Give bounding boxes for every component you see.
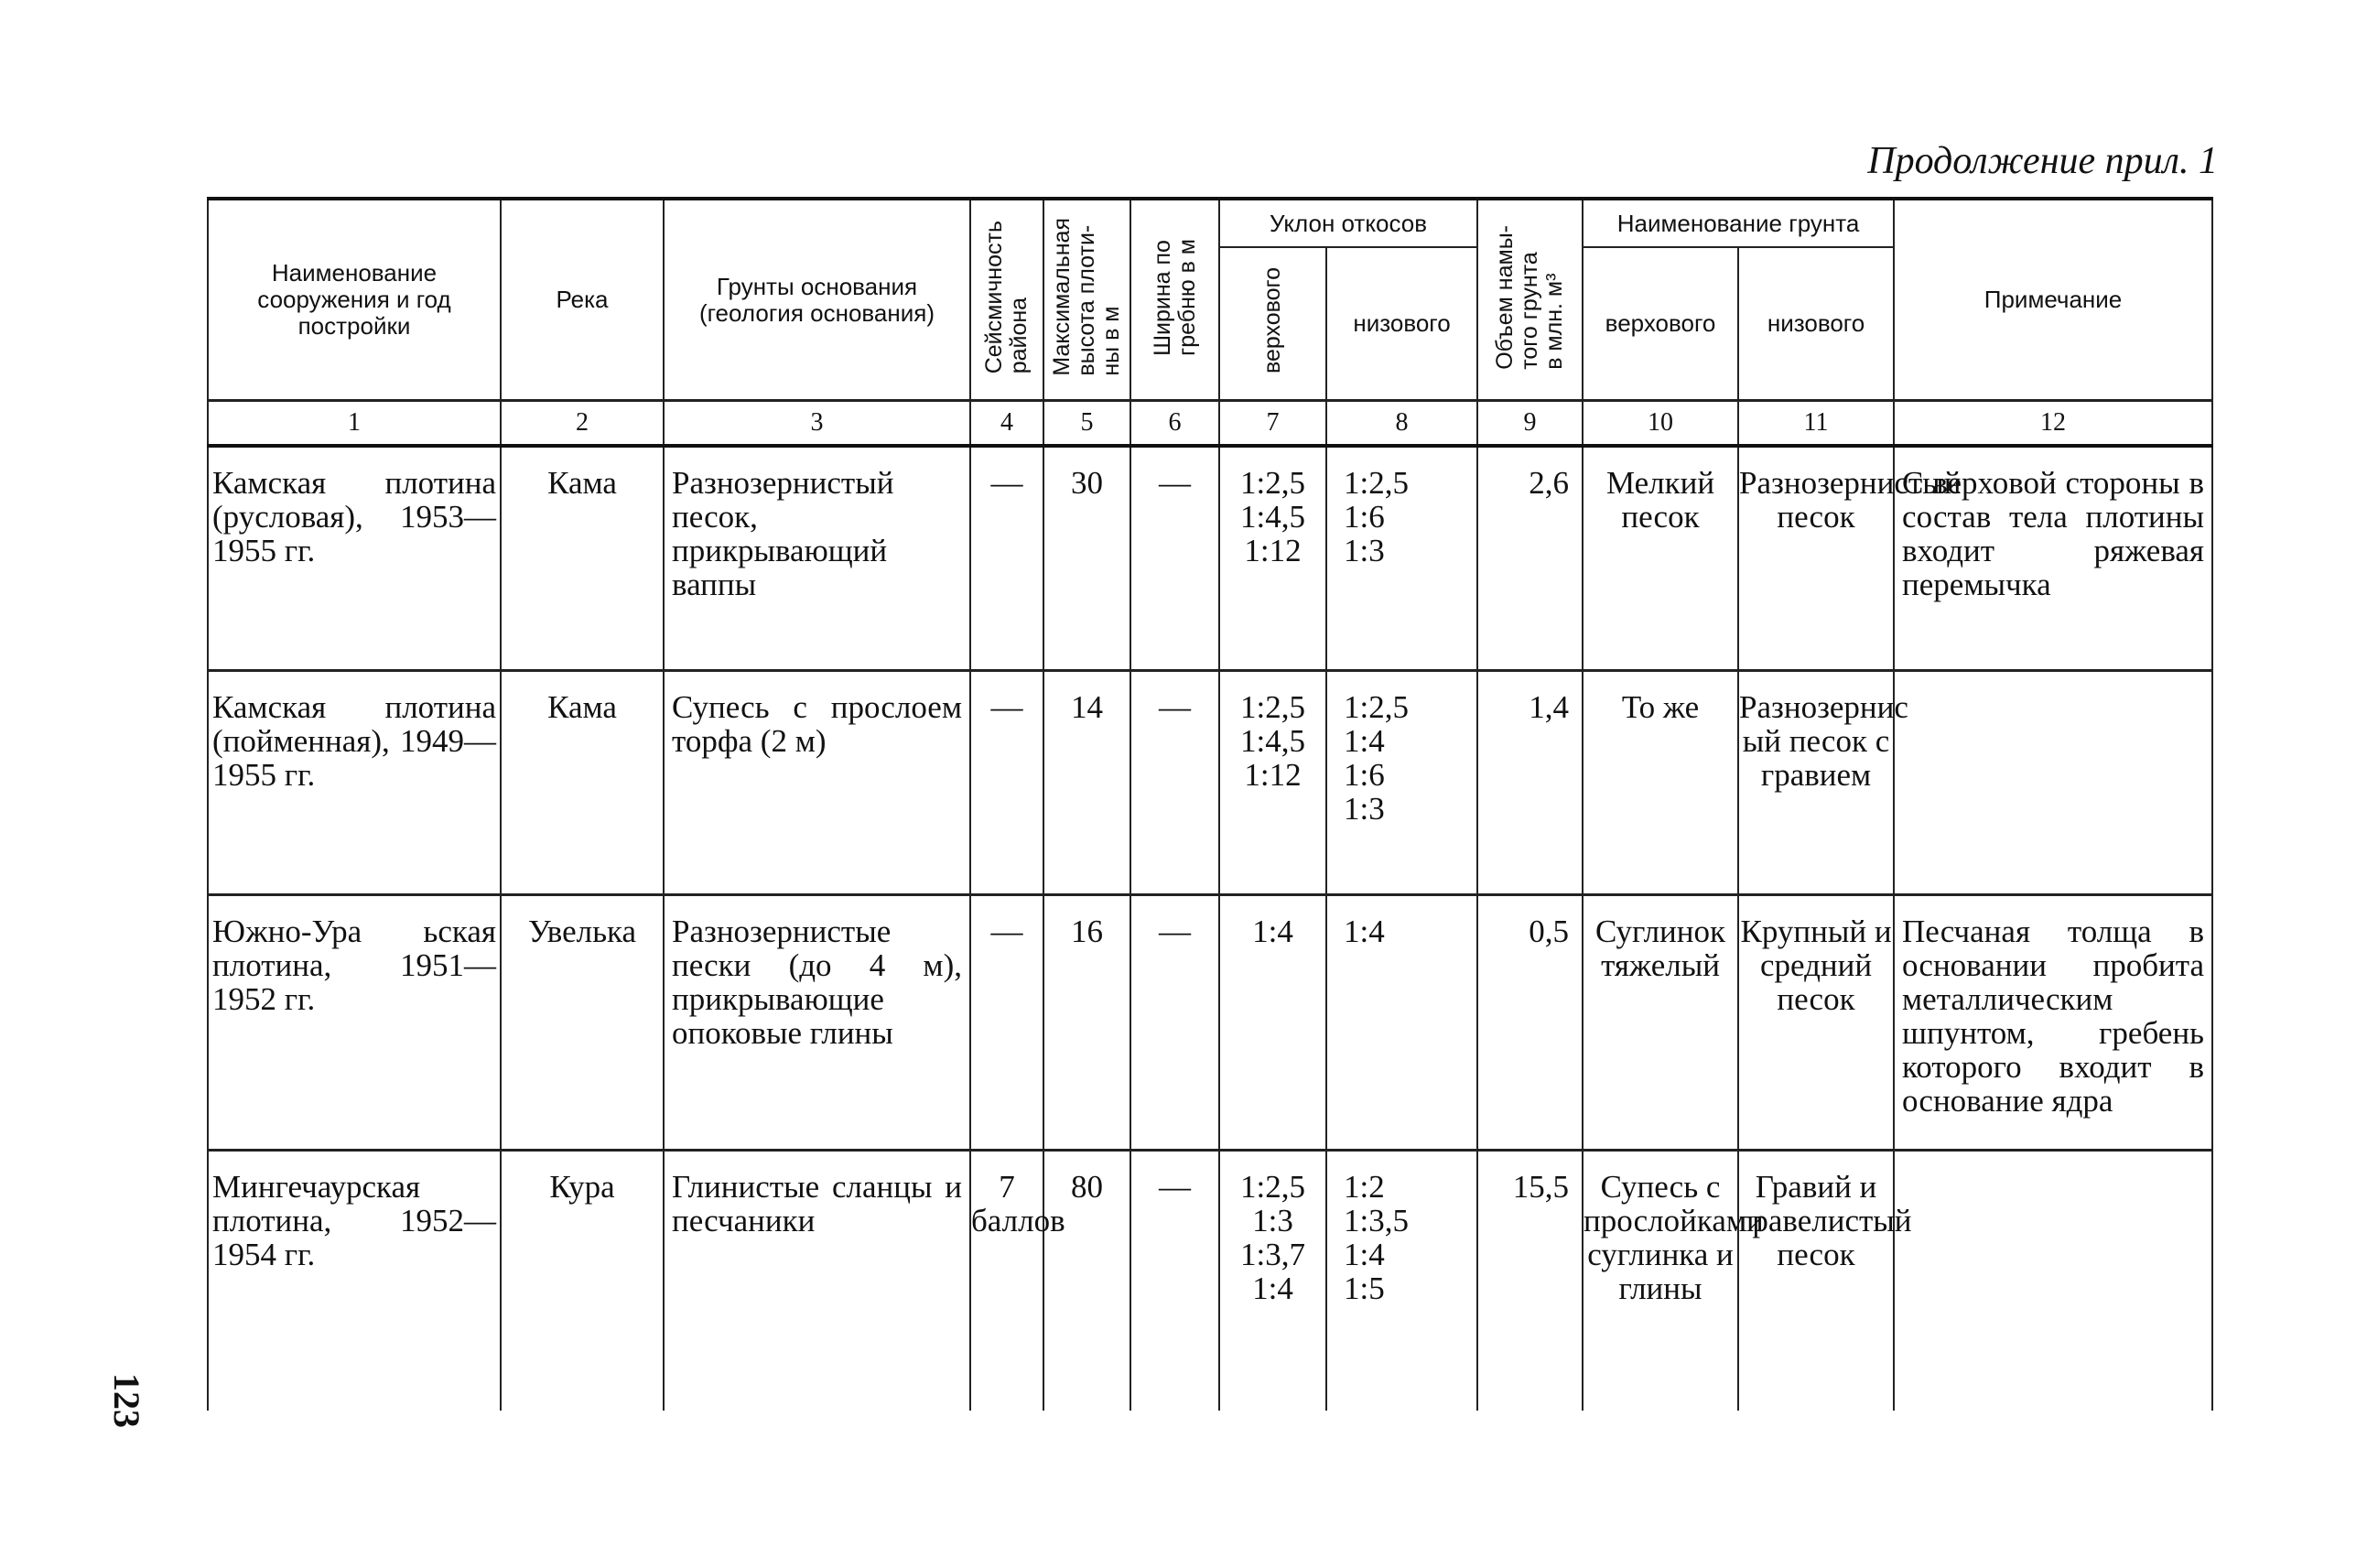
header-slope-group: Уклон откосов [1219, 199, 1477, 247]
header-slope-up: верхового [1219, 247, 1326, 401]
table-row [208, 1151, 2212, 1411]
cell-height: 16 [1043, 895, 1130, 1151]
column-number: 1 [208, 401, 501, 447]
cell-name: Камская плотина (пойменная), 1949—1955 гг. [208, 671, 501, 895]
cell-river: Кама [501, 671, 664, 895]
cell-volume: 0,5 [1477, 895, 1583, 1151]
cell-slope-up: 1:2,5 1:3 1:3,7 1:4 [1219, 1151, 1326, 1411]
header-name: Наименование сооружения и год постройки [208, 199, 501, 401]
cell-note [1894, 671, 2212, 895]
continuation-title: Продолжение прил. 1 [1867, 140, 2218, 182]
cell-soils: Супесь с прослоем торфа (2 м) [664, 671, 970, 895]
table-row [208, 671, 2212, 895]
cell-seismic: — [970, 671, 1043, 895]
cell-width: — [1130, 446, 1219, 671]
cell-soil-down: Крупный и средний песок [1738, 895, 1894, 1151]
cell-slope-down: 1:2 1:3,5 1:4 1:5 [1326, 1151, 1477, 1411]
dams-table [207, 197, 2213, 1411]
cell-soil-up: Мелкий песок [1583, 446, 1738, 671]
header-soils: Грунты основания (геология основания) [664, 199, 970, 401]
cell-volume: 15,5 [1477, 1151, 1583, 1411]
cell-slope-down: 1:2,5 1:4 1:6 1:3 [1326, 671, 1477, 895]
cell-note [1894, 1151, 2212, 1411]
column-number: 2 [501, 401, 664, 447]
cell-note: С верховой стороны в состав тела плотины входит ряжевая перемычка [1894, 446, 2212, 671]
cell-height: 30 [1043, 446, 1130, 671]
cell-seismic: — [970, 446, 1043, 671]
cell-seismic: — [970, 895, 1043, 1151]
column-number: 3 [664, 401, 970, 447]
column-number: 12 [1894, 401, 2212, 447]
cell-seismic: 7 баллов [970, 1151, 1043, 1411]
cell-river: Увелька [501, 895, 664, 1151]
cell-note: Песчаная толща в основании пробита металлическим шпунтом, гребень которого входит в основание ядра [1894, 895, 2212, 1151]
cell-height: 14 [1043, 671, 1130, 895]
column-number: 11 [1738, 401, 1894, 447]
cell-width: — [1130, 1151, 1219, 1411]
cell-river: Кама [501, 446, 664, 671]
cell-name: Южно-Ура ьская плотина, 1951—1952 гг. [208, 895, 501, 1151]
column-number: 6 [1130, 401, 1219, 447]
column-number: 10 [1583, 401, 1738, 447]
cell-volume: 1,4 [1477, 671, 1583, 895]
header-seismic: Сейсмичность района [970, 199, 1043, 401]
cell-width: — [1130, 671, 1219, 895]
cell-soils: Разнозернистый песок, прикрывающий ваппы [664, 446, 970, 671]
column-number: 4 [970, 401, 1043, 447]
cell-slope-up: 1:4 [1219, 895, 1326, 1151]
cell-soil-up: Суглинок тяжелый [1583, 895, 1738, 1151]
cell-slope-down: 1:4 [1326, 895, 1477, 1151]
cell-soils: Разнозернистые пески (до 4 м), прикрывающие опоковые глины [664, 895, 970, 1151]
table-row [208, 895, 2212, 1151]
cell-soil-down: Разнозернистый песок [1738, 446, 1894, 671]
table-row [208, 446, 2212, 671]
header-soil-up: верхового [1583, 247, 1738, 401]
column-number: 9 [1477, 401, 1583, 447]
header-note: Примечание [1894, 199, 2212, 401]
cell-slope-down: 1:2,5 1:6 1:3 [1326, 446, 1477, 671]
cell-slope-up: 1:2,5 1:4,5 1:12 [1219, 671, 1326, 895]
column-number: 5 [1043, 401, 1130, 447]
cell-width: — [1130, 895, 1219, 1151]
cell-soil-up: Супесь с прослойками суглинка и глины [1583, 1151, 1738, 1411]
cell-soil-down: Разнозернис ый песок с гравием [1738, 671, 1894, 895]
header-slope-down: низового [1326, 247, 1477, 401]
header-max-height: Максимальная высота плоти- ны в м [1043, 199, 1130, 401]
header-soil-down: низового [1738, 247, 1894, 401]
cell-slope-up: 1:2,5 1:4,5 1:12 [1219, 446, 1326, 671]
cell-soil-down: Гравий и гравелистый песок [1738, 1151, 1894, 1411]
cell-name: Камская плотина (русловая), 1953—1955 гг. [208, 446, 501, 671]
column-number: 7 [1219, 401, 1326, 447]
cell-river: Кура [501, 1151, 664, 1411]
header-crest-width: Ширина по гребню в м [1130, 199, 1219, 401]
cell-soils: Глинистые сланцы и песчаники [664, 1151, 970, 1411]
cell-name: Мингечаурская плотина, 1952—1954 гг. [208, 1151, 501, 1411]
column-number: 8 [1326, 401, 1477, 447]
page-number: 123 [106, 1373, 147, 1428]
header-volume: Объем намы- того грунта в млн. м³ [1477, 199, 1583, 401]
header-river: Река [501, 199, 664, 401]
cell-volume: 2,6 [1477, 446, 1583, 671]
header-soil-group: Наименование грунта [1583, 199, 1894, 247]
cell-soil-up: То же [1583, 671, 1738, 895]
cell-height: 80 [1043, 1151, 1130, 1411]
